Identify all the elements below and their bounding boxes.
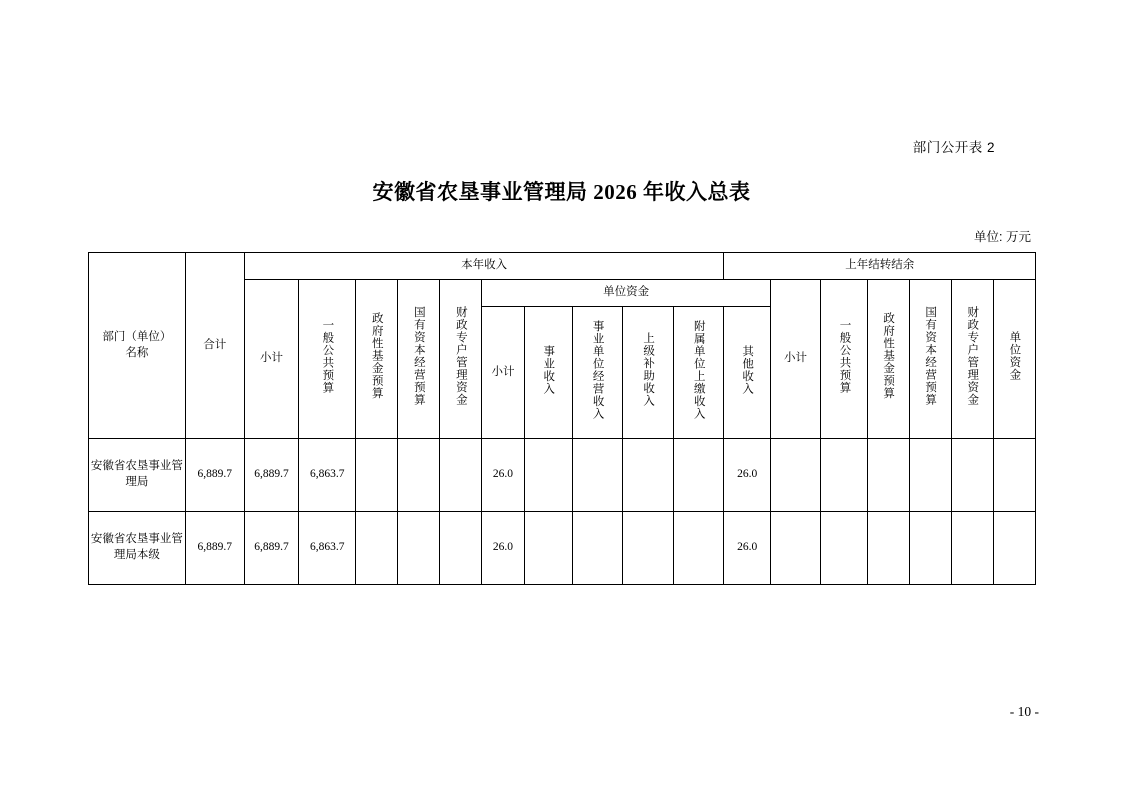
row-cy-gov-fund-budget	[356, 512, 398, 585]
row-py-fiscal-special-account	[951, 439, 993, 512]
row-py-soe-capital-budget	[909, 439, 951, 512]
header-unit-subtotal	[482, 307, 524, 439]
row-py-unit-funds	[993, 439, 1035, 512]
row-unit-subordinate-remit	[673, 439, 724, 512]
row-dept-name: 安徽省农垦事业管理局本级	[89, 512, 186, 585]
header-dept-name-line2: 名称	[125, 346, 149, 359]
header-cy-general-public-budget-label: 一般公共预算	[321, 318, 334, 394]
header-unit-subordinate-remit	[673, 307, 724, 439]
row-unit-operating-income	[572, 439, 622, 512]
header-py-soe-capital-budget-label: 国有资本经营预算	[924, 306, 937, 407]
header-unit-funds: 单位资金	[482, 280, 770, 307]
header-py-subtotal	[770, 280, 820, 439]
header-total	[185, 253, 244, 439]
unit-note: 单位: 万元	[974, 230, 1031, 244]
header-cy-gov-fund-budget	[356, 280, 398, 439]
header-unit-superior-subsidy-label: 上级补助收入	[642, 332, 655, 408]
page-number: - 10 -	[1009, 704, 1039, 719]
row-cy-gov-fund-budget	[356, 439, 398, 512]
row-unit-operating-income	[572, 512, 622, 585]
header-py-soe-capital-budget	[909, 280, 951, 439]
row-unit-superior-subsidy	[623, 512, 673, 585]
row-cy-subtotal: 6,889.7	[244, 512, 299, 585]
row-cy-fiscal-special-account	[440, 512, 482, 585]
row-cy-general-public-budget: 6,863.7	[299, 439, 356, 512]
row-py-soe-capital-budget	[909, 512, 951, 585]
row-cy-subtotal: 6,889.7	[244, 439, 299, 512]
header-unit-other-income	[724, 307, 770, 439]
row-py-subtotal	[770, 439, 820, 512]
header-py-unit-funds-label: 单位资金	[1008, 331, 1021, 382]
header-total-label: 合计	[203, 338, 227, 351]
row-total: 6,889.7	[185, 439, 244, 512]
header-unit-subtotal-label: 小计	[491, 365, 515, 378]
header-py-gov-fund-budget-label: 政府性基金预算	[882, 312, 895, 400]
row-unit-subordinate-remit	[673, 512, 724, 585]
header-unit-subordinate-remit-label: 附属单位上缴收入	[692, 319, 705, 420]
table-row	[89, 439, 1036, 512]
budget-table-wrapper	[88, 252, 1036, 585]
row-py-general-public-budget	[821, 512, 867, 585]
header-unit-business-income-label: 事业收入	[542, 344, 555, 395]
header-cy-soe-capital-budget	[398, 280, 440, 439]
row-py-general-public-budget	[821, 439, 867, 512]
row-unit-subtotal: 26.0	[482, 439, 524, 512]
row-py-unit-funds	[993, 512, 1035, 585]
header-unit-superior-subsidy	[623, 307, 673, 439]
page-title: 安徽省农垦事业管理局 2026 年收入总表	[372, 180, 751, 204]
header-cy-gov-fund-budget-label: 政府性基金预算	[370, 312, 383, 400]
header-dept-name-line1: 部门（单位）	[102, 330, 172, 343]
income-summary-table	[88, 252, 1036, 585]
header-py-gov-fund-budget	[867, 280, 909, 439]
header-cy-fiscal-special-account	[440, 280, 482, 439]
header-cy-general-public-budget	[299, 280, 356, 439]
row-py-fiscal-special-account	[951, 512, 993, 585]
header-cy-soe-capital-budget-label: 国有资本经营预算	[412, 306, 425, 407]
row-unit-business-income	[524, 512, 572, 585]
row-unit-business-income	[524, 439, 572, 512]
row-cy-soe-capital-budget	[398, 439, 440, 512]
header-py-general-public-budget-label: 一般公共预算	[838, 318, 851, 394]
row-py-subtotal	[770, 512, 820, 585]
header-py-fiscal-special-account-label: 财政专户管理资金	[966, 306, 979, 407]
table-row	[89, 512, 1036, 585]
row-unit-superior-subsidy	[623, 439, 673, 512]
header-current-year-income: 本年收入	[244, 253, 724, 280]
header-prior-year-carryover: 上年结转结余	[724, 253, 1036, 280]
row-dept-name: 安徽省农垦事业管理局	[89, 439, 186, 512]
row-cy-general-public-budget: 6,863.7	[299, 512, 356, 585]
row-py-gov-fund-budget	[867, 512, 909, 585]
header-py-fiscal-special-account	[951, 280, 993, 439]
header-py-subtotal-label: 小计	[784, 352, 807, 365]
row-total: 6,889.7	[185, 512, 244, 585]
header-py-unit-funds	[993, 280, 1035, 439]
row-py-gov-fund-budget	[867, 439, 909, 512]
header-dept-name	[89, 253, 186, 439]
header-cy-subtotal	[244, 280, 299, 439]
header-cy-fiscal-special-account-label: 财政专户管理资金	[454, 306, 467, 407]
header-unit-other-income-label: 其他收入	[741, 344, 754, 395]
header-unit-business-income	[524, 307, 572, 439]
row-unit-subtotal: 26.0	[482, 512, 524, 585]
row-cy-soe-capital-budget	[398, 512, 440, 585]
header-cy-subtotal-label: 小计	[260, 352, 284, 365]
row-unit-other-income: 26.0	[724, 512, 770, 585]
row-unit-other-income: 26.0	[724, 439, 770, 512]
header-py-general-public-budget	[821, 280, 867, 439]
row-cy-fiscal-special-account	[440, 439, 482, 512]
header-unit-operating-income	[572, 307, 622, 439]
header-unit-operating-income-label: 事业单位经营收入	[591, 319, 604, 420]
form-tag: 部门公开表 2	[912, 140, 995, 155]
table-header-row-1	[89, 253, 1036, 280]
